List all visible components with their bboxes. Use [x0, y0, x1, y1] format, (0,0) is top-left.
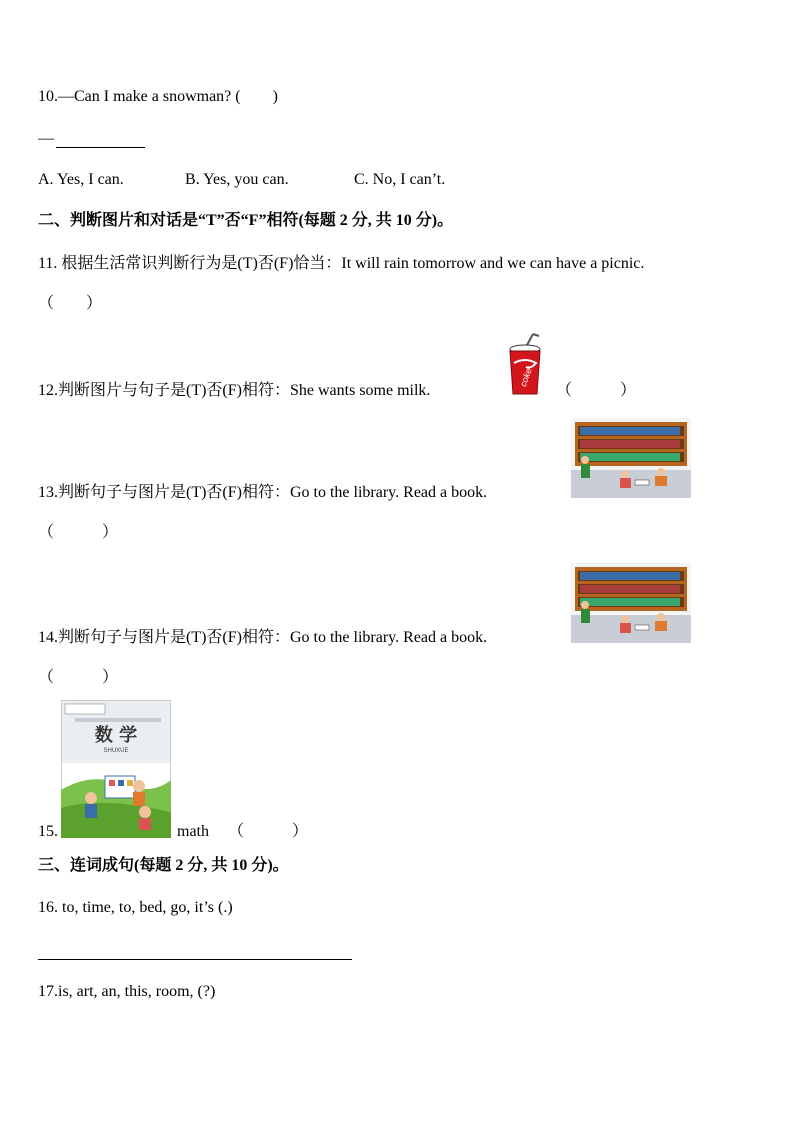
- book-pinyin: SHUXUE: [103, 748, 129, 754]
- q10-option-b: B. Yes, you can.: [185, 171, 289, 188]
- q13-text: 13.判断句子与图片是(T)否(F)相符：Go to the library. Read a book.: [38, 484, 488, 501]
- q15-number: 15.: [38, 823, 58, 840]
- q15-answer-paren[interactable]: （ ）: [228, 823, 309, 840]
- library-picture: [571, 418, 691, 498]
- q16-answer-line[interactable]: [38, 959, 352, 960]
- q17-text: 17.is, art, an, this, room, (?): [38, 983, 216, 1000]
- q14-answer-paren[interactable]: （ ）: [38, 669, 119, 686]
- q12-answer-paren[interactable]: （ ）: [556, 382, 637, 399]
- q10-option-c: C. No, I can’t.: [354, 171, 446, 188]
- cup-label: coke: [517, 366, 534, 388]
- q11-answer-paren[interactable]: （ ）: [38, 295, 103, 312]
- q10-answer-blank[interactable]: [56, 147, 145, 148]
- q10-question: 10.—Can I make a snowman? ( ): [38, 88, 278, 105]
- q14-text: 14.判断句子与图片是(T)否(F)相符：Go to the library. Read a book.: [38, 629, 488, 646]
- q13-answer-paren[interactable]: （ ）: [38, 524, 119, 541]
- q16-text: 16. to, time, to, bed, go, it’s (.): [38, 899, 233, 916]
- q11-text: 11. 根据生活常识判断行为是(T)否(F)恰当：It will rain tomorrow and we can have a picnic.: [38, 255, 645, 272]
- q10-answer-prefix: —: [38, 130, 54, 147]
- section3-heading: 三、连词成句(每题 2 分, 共 10 分)。: [38, 857, 289, 874]
- book-title: 数 学: [94, 725, 138, 746]
- q12-text: 12.判断图片与句子是(T)否(F)相符：She wants some milk.: [38, 382, 431, 399]
- coke-cup-icon: [506, 333, 544, 397]
- library-picture: [571, 563, 691, 643]
- section2-heading: 二、判断图片和对话是“T”否“F”相符(每题 2 分, 共 10 分)。: [38, 212, 454, 229]
- q10-option-a: A. Yes, I can.: [38, 171, 124, 188]
- math-textbook-cover: [61, 700, 171, 838]
- q15-word: math: [177, 823, 209, 840]
